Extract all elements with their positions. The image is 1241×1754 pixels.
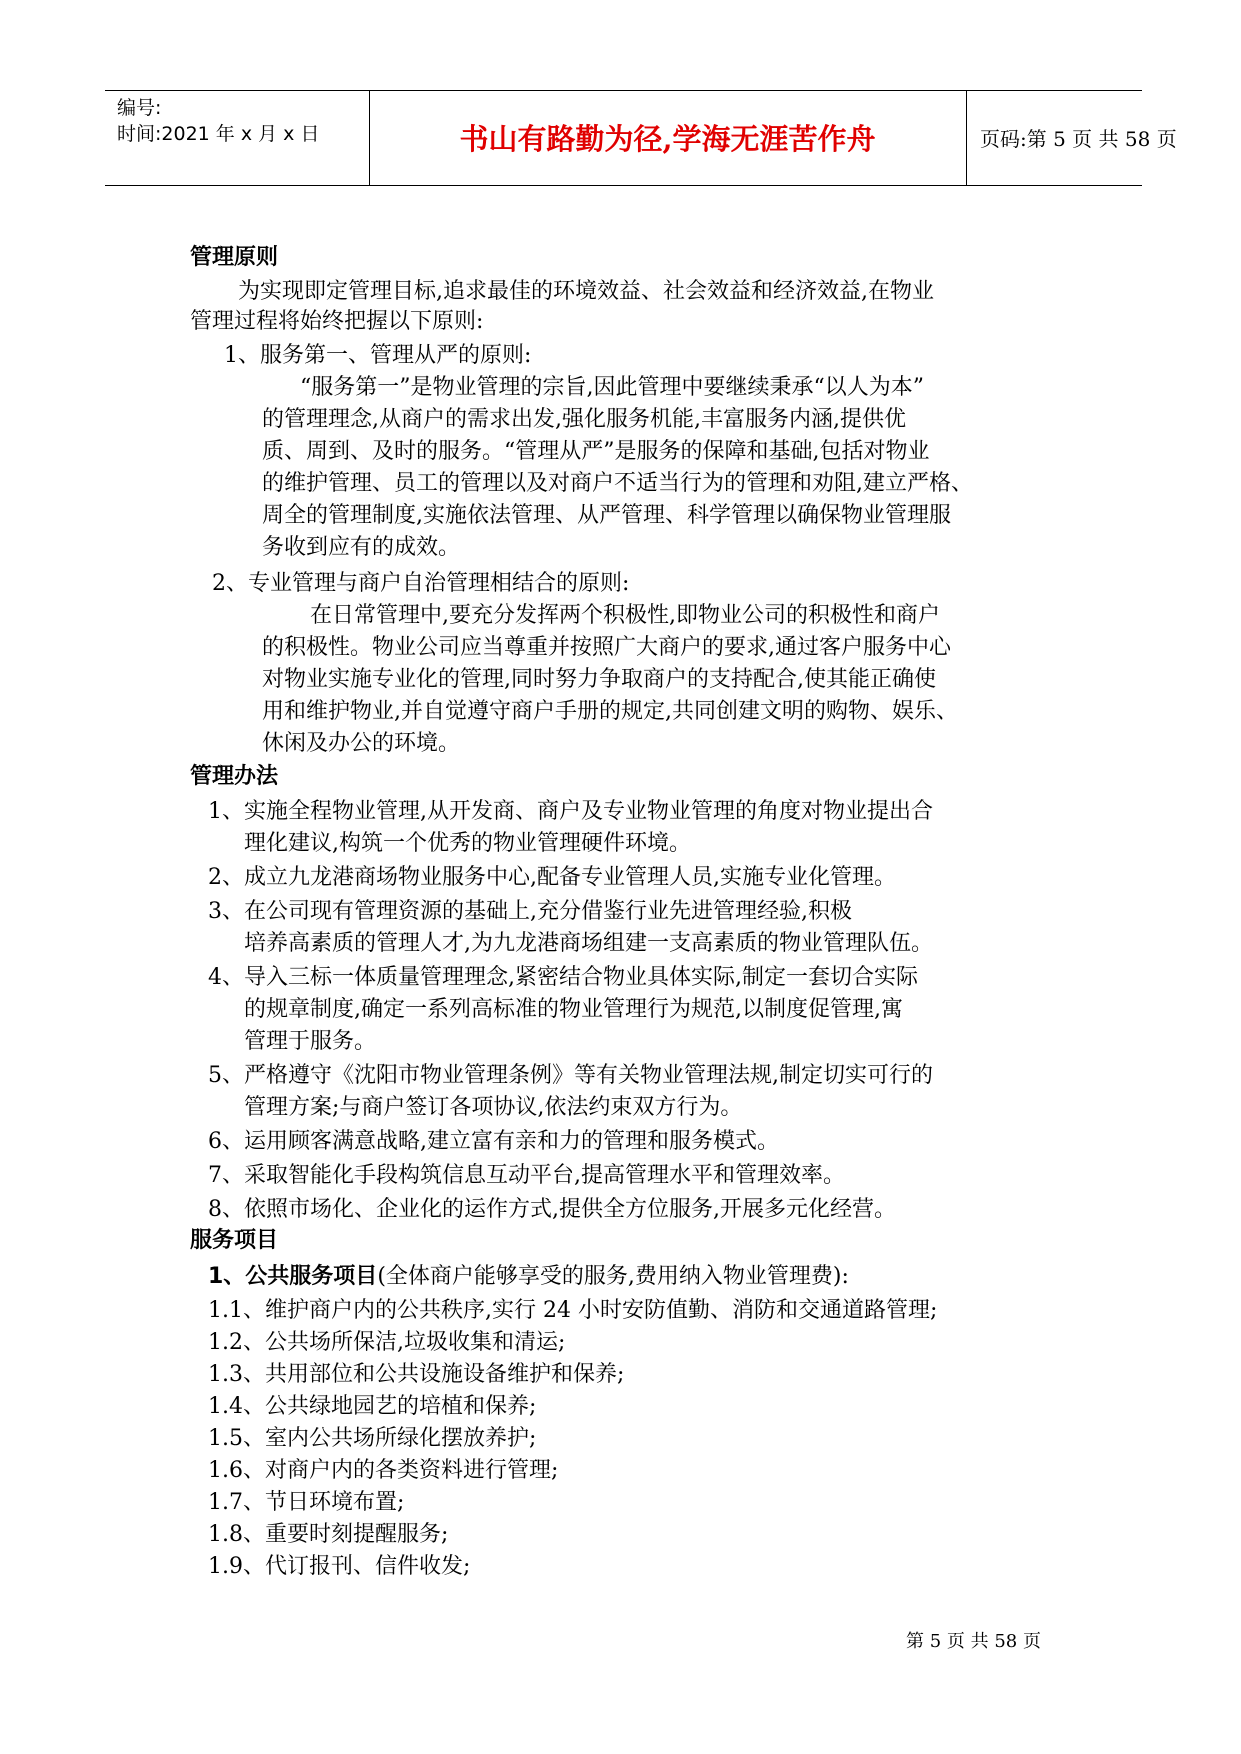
public-services-title: 1、公共服务项目 bbox=[208, 1264, 378, 1289]
method-line: 7、采取智能化手段构筑信息互动平台,提高管理水平和管理效率。 bbox=[208, 1163, 845, 1188]
paragraph-line: 为实现即定管理目标,追求最佳的环境效益、社会效益和经济效益,在物业 bbox=[238, 279, 934, 304]
principle-1-title: 1、服务第一、管理从严的原则: bbox=[224, 343, 532, 368]
paragraph-line: 的积极性。物业公司应当尊重并按照广大商户的要求,通过客户服务中心 bbox=[262, 635, 951, 660]
method-line: 管理于服务。 bbox=[244, 1029, 377, 1054]
method-line: 管理方案;与商户签订各项协议,依法约束双方行为。 bbox=[244, 1095, 743, 1120]
paragraph-line: 管理过程将始终把握以下原则: bbox=[190, 309, 484, 334]
paragraph-line: 用和维护物业,并自觉遵守商户手册的规定,共同创建文明的购物、娱乐、 bbox=[262, 699, 958, 724]
public-services-note: (全体商户能够享受的服务,费用纳入物业管理费): bbox=[377, 1264, 849, 1289]
paragraph-line: 周全的管理制度,实施依法管理、从严管理、科学管理以确保物业管理服 bbox=[262, 503, 951, 528]
service-item: 1.2、公共场所保洁,垃圾收集和清运; bbox=[208, 1330, 566, 1355]
method-line: 培养高素质的管理人才,为九龙港商场组建一支高素质的物业管理队伍。 bbox=[244, 931, 933, 956]
header-middle-cell bbox=[369, 91, 967, 185]
service-item: 1.4、公共绿地园艺的培植和保养; bbox=[208, 1394, 537, 1419]
service-item: 1.7、节日环境布置; bbox=[208, 1490, 405, 1515]
number-label: 编号: bbox=[117, 97, 162, 119]
section-title-methods: 管理办法 bbox=[190, 764, 279, 789]
motto: 书山有路勤为径,学海无涯苦作舟 bbox=[459, 122, 876, 156]
page-label: 页码:第 5 页 共 58 页 bbox=[980, 127, 1177, 151]
service-item: 1.8、重要时刻提醒服务; bbox=[208, 1522, 449, 1547]
paragraph-line: 务收到应有的成效。 bbox=[262, 535, 461, 560]
header-table bbox=[105, 90, 1177, 186]
principle-2-title: 2、专业管理与商户自治管理相结合的原则: bbox=[212, 571, 630, 596]
method-line: 6、运用顾客满意战略,建立富有亲和力的管理和服务模式。 bbox=[208, 1129, 779, 1154]
public-services-heading bbox=[208, 1262, 849, 1292]
service-item: 1.3、共用部位和公共设施设备维护和保养; bbox=[208, 1362, 625, 1387]
method-line: 4、导入三标一体质量管理理念,紧密结合物业具体实际,制定一套切合实际 bbox=[208, 965, 918, 990]
header-right-cell bbox=[980, 91, 1177, 185]
paragraph-line: 的维护管理、员工的管理以及对商户不适当行为的管理和劝阻,建立严格、 bbox=[262, 471, 973, 496]
method-line: 的规章制度,确定一系列高标准的物业管理行为规范,以制度促管理,寓 bbox=[244, 997, 903, 1022]
method-line: 3、在公司现有管理资源的基础上,充分借鉴行业先进管理经验,积极 bbox=[208, 899, 852, 924]
header-left-cell bbox=[105, 91, 370, 185]
section-title-services: 服务项目 bbox=[190, 1228, 279, 1253]
page-footer: 第 5 页 共 58 页 bbox=[906, 1631, 1041, 1652]
paragraph-line: 质、周到、及时的服务。“管理从严”是服务的保障和基础,包括对物业 bbox=[262, 439, 930, 464]
paragraph-line: 对物业实施专业化的管理,同时努力争取商户的支持配合,使其能正确使 bbox=[262, 667, 936, 692]
paragraph-line: 的管理理念,从商户的需求出发,强化服务机能,丰富服务内涵,提供优 bbox=[262, 407, 906, 432]
method-line: 8、依照市场化、企业化的运作方式,提供全方位服务,开展多元化经营。 bbox=[208, 1197, 896, 1222]
service-item: 1.9、代订报刊、信件收发; bbox=[208, 1554, 471, 1579]
paragraph-line: “服务第一”是物业管理的宗旨,因此管理中要继续秉承“以人为本” bbox=[300, 375, 924, 400]
method-line: 理化建议,构筑一个优秀的物业管理硬件环境。 bbox=[244, 831, 691, 856]
method-line: 1、实施全程物业管理,从开发商、商户及专业物业管理的角度对物业提出合 bbox=[208, 799, 933, 824]
service-item: 1.6、对商户内的各类资料进行管理; bbox=[208, 1458, 559, 1483]
service-item: 1.1、维护商户内的公共秩序,实行 24 小时安防值勤、消防和交通道路管理; bbox=[208, 1298, 938, 1323]
paragraph-line: 在日常管理中,要充分发挥两个积极性,即物业公司的积极性和商户 bbox=[310, 603, 940, 628]
time-label: 时间:2021 年 x 月 x 日 bbox=[117, 123, 320, 145]
paragraph-line: 休闲及办公的环境。 bbox=[262, 731, 461, 756]
section-title-principles: 管理原则 bbox=[190, 245, 279, 270]
method-line: 2、成立九龙港商场物业服务中心,配备专业管理人员,实施专业化管理。 bbox=[208, 865, 896, 890]
method-line: 5、严格遵守《沈阳市物业管理条例》等有关物业管理法规,制定切实可行的 bbox=[208, 1063, 933, 1088]
service-item: 1.5、室内公共场所绿化摆放养护; bbox=[208, 1426, 537, 1451]
